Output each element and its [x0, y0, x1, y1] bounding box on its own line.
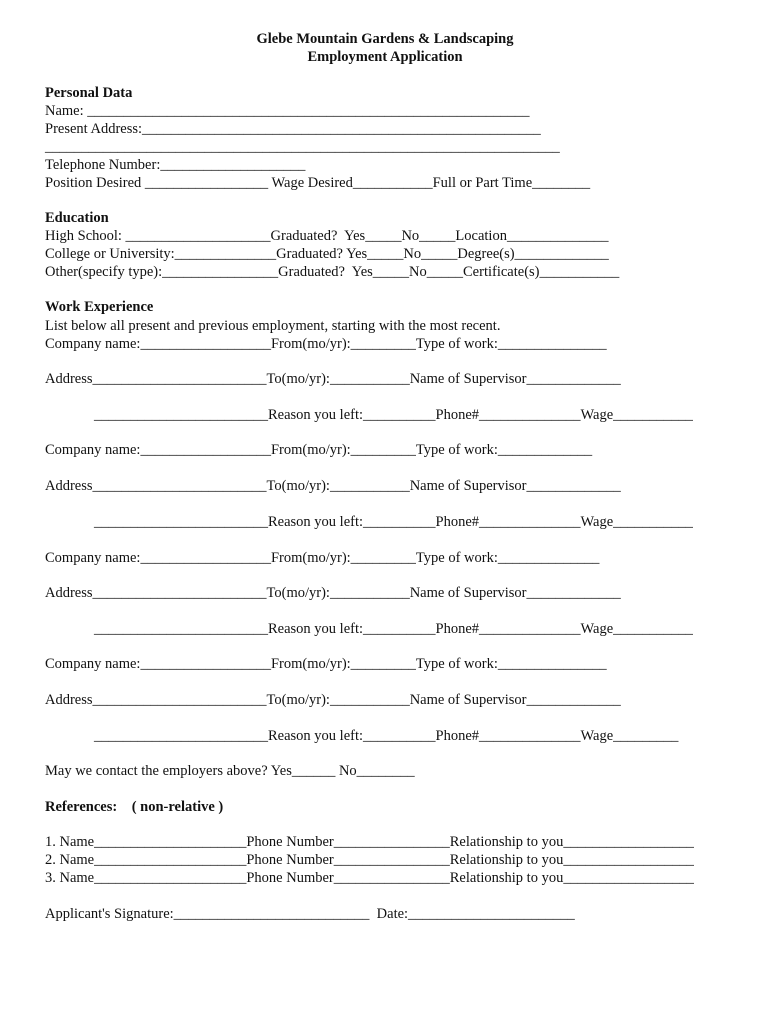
education-heading: Education	[45, 210, 109, 226]
reference-row[interactable]: 2. Name_____________________Phone Number________________Relationship to you__________________	[45, 852, 694, 868]
position-wage-field[interactable]: Position Desired _________________ Wage Desired___________Full or Part Time________	[45, 175, 591, 191]
reason-left-field[interactable]: ________________________Reason you left:__________Phone#______________Wage_________	[94, 728, 679, 744]
name-field[interactable]: Name: _____________________________________________________________	[45, 103, 530, 119]
other-education-field[interactable]: Other(specify type):________________Graduated? Yes_____No_____Certificate(s)___________	[45, 264, 620, 280]
form-title: Employment Application	[307, 49, 463, 65]
company-address-field[interactable]: Address________________________To(mo/yr):___________Name of Supervisor_____________	[45, 692, 621, 708]
reference-row[interactable]: 3. Name_____________________Phone Number________________Relationship to you__________________	[45, 870, 694, 886]
references-heading: References: ( non-relative )	[45, 799, 224, 815]
reason-left-field[interactable]: ________________________Reason you left:__________Phone#______________Wage___________	[94, 621, 693, 637]
company-name: Glebe Mountain Gardens & Landscaping	[256, 31, 514, 47]
reference-row[interactable]: 1. Name_____________________Phone Number________________Relationship to you__________________	[45, 834, 694, 850]
signature-date-field[interactable]: Applicant's Signature:___________________________ Date:_______________________	[45, 906, 575, 922]
contact-employers-field[interactable]: May we contact the employers above? Yes______ No________	[45, 763, 415, 779]
high-school-field[interactable]: High School: ____________________Graduated? Yes_____No_____Location______________	[45, 228, 609, 244]
company-address-field[interactable]: Address________________________To(mo/yr):___________Name of Supervisor_____________	[45, 585, 621, 601]
company-name-field[interactable]: Company name:__________________From(mo/yr):_________Type of work:_____________	[45, 442, 593, 458]
telephone-field[interactable]: Telephone Number:____________________	[45, 157, 306, 173]
work-experience-intro: List below all present and previous employment, starting with the most recent.	[45, 318, 501, 334]
company-name-field[interactable]: Company name:__________________From(mo/yr):_________Type of work:_______________	[45, 656, 607, 672]
personal-data-heading: Personal Data	[45, 85, 133, 101]
work-experience-heading: Work Experience	[45, 299, 154, 315]
company-name-field[interactable]: Company name:__________________From(mo/yr):_________Type of work:_______________	[45, 336, 607, 352]
reason-left-field[interactable]: ________________________Reason you left:__________Phone#______________Wage___________	[94, 407, 693, 423]
company-address-field[interactable]: Address________________________To(mo/yr):___________Name of Supervisor_____________	[45, 478, 621, 494]
present-address-field[interactable]: Present Address:_______________________________________________________	[45, 121, 541, 137]
present-address-line-2[interactable]: _______________________________________________________________________	[45, 139, 560, 155]
company-name-field[interactable]: Company name:__________________From(mo/yr):_________Type of work:______________	[45, 550, 600, 566]
company-address-field[interactable]: Address________________________To(mo/yr):___________Name of Supervisor_____________	[45, 371, 621, 387]
college-field[interactable]: College or University:______________Graduated? Yes_____No_____Degree(s)_____________	[45, 246, 609, 262]
reason-left-field[interactable]: ________________________Reason you left:__________Phone#______________Wage___________	[94, 514, 693, 530]
